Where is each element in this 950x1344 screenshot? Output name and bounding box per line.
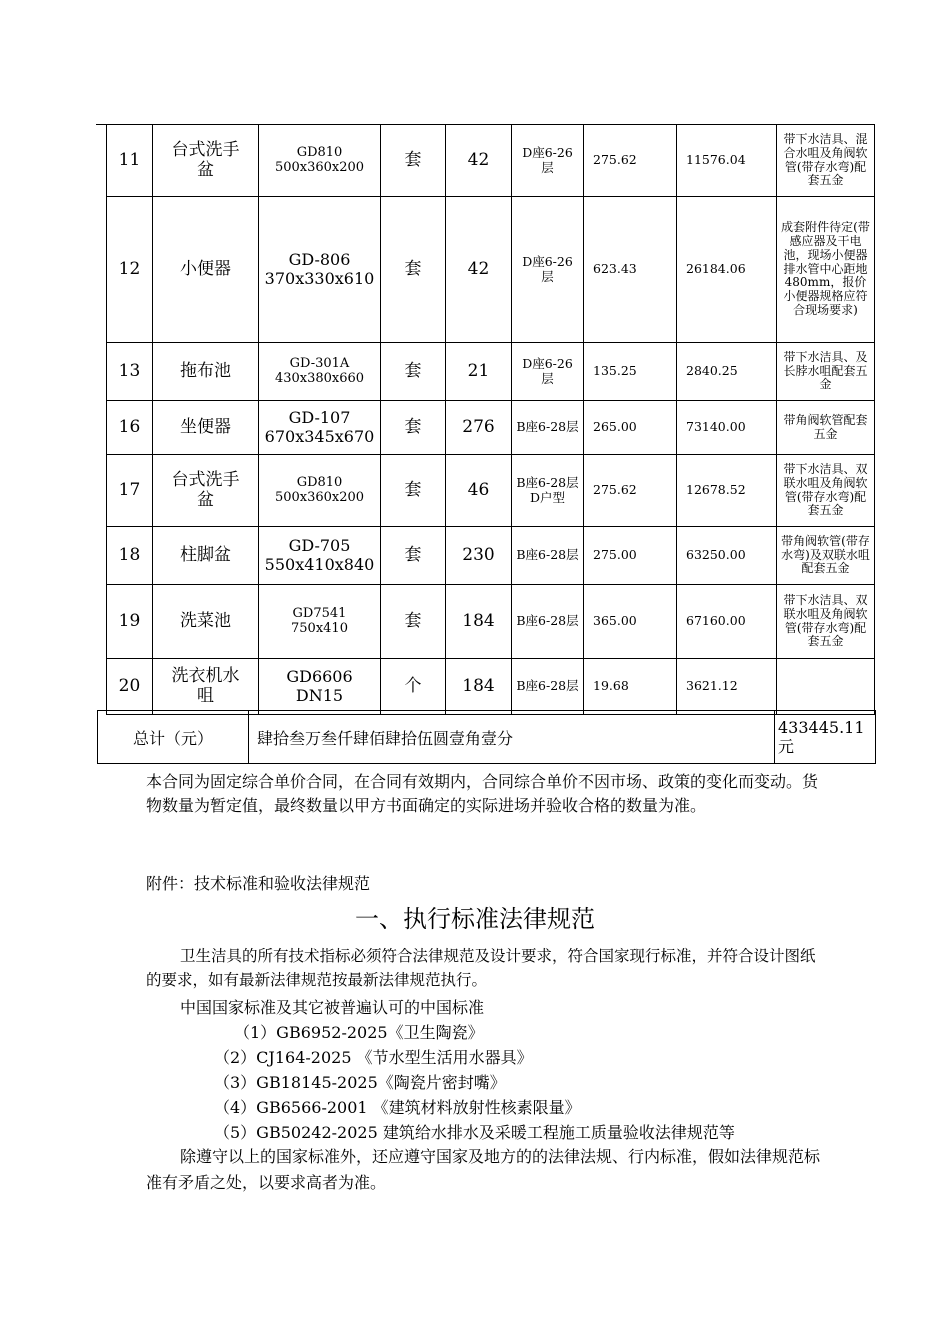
item-total: 12678.52 bbox=[677, 455, 777, 527]
item-quantity: 42 bbox=[446, 197, 512, 343]
item-total: 26184.06 bbox=[677, 197, 777, 343]
item-quantity: 184 bbox=[446, 585, 512, 659]
standard-item: （5）GB50242-2025 建筑给水排水及采暖工程施工质量验收法律规范等 bbox=[214, 1123, 735, 1142]
item-number: 16 bbox=[107, 401, 153, 455]
item-name: 台式洗手盆 bbox=[153, 125, 259, 197]
item-name: 洗衣机水咀 bbox=[153, 659, 259, 715]
table-top-tick bbox=[96, 124, 106, 125]
item-number: 13 bbox=[107, 343, 153, 401]
item-unit-price: 265.00 bbox=[584, 401, 677, 455]
item-number: 18 bbox=[107, 527, 153, 585]
item-total: 63250.00 bbox=[677, 527, 777, 585]
item-unit: 套 bbox=[381, 343, 446, 401]
item-unit-price: 623.43 bbox=[584, 197, 677, 343]
standard-item: （3）GB18145-2025《陶瓷片密封嘴》 bbox=[214, 1073, 506, 1092]
summary-label: 总计（元） bbox=[98, 711, 249, 764]
table-row bbox=[107, 197, 875, 343]
section-title: 一、执行标准法律规范 bbox=[355, 905, 595, 933]
item-spec-line: 370x330x610 bbox=[264, 268, 375, 288]
item-total: 3621.12 bbox=[677, 659, 777, 715]
standards-lead: 中国国家标准及其它被普遍认可的中国标准 bbox=[180, 998, 485, 1017]
item-quantity: 230 bbox=[446, 527, 512, 585]
item-number: 17 bbox=[107, 455, 153, 527]
item-number: 11 bbox=[107, 125, 153, 197]
standard-item: （1）GB6952-2025《卫生陶瓷》 bbox=[234, 1023, 484, 1042]
item-location: B座6-28层 bbox=[512, 527, 584, 585]
item-note bbox=[777, 659, 875, 715]
item-spec bbox=[259, 197, 381, 343]
summary-row bbox=[98, 711, 876, 764]
item-unit: 套 bbox=[381, 401, 446, 455]
item-quantity: 184 bbox=[446, 659, 512, 715]
item-quantity: 276 bbox=[446, 401, 512, 455]
table-row bbox=[107, 527, 875, 585]
standard-item: （2）CJ164-2025 《节水型生活用水器具》 bbox=[214, 1048, 533, 1067]
item-unit: 个 bbox=[381, 659, 446, 715]
item-spec-line: GD7541 bbox=[292, 605, 347, 621]
item-note: 带角阀软管配套五金 bbox=[777, 401, 875, 455]
item-note: 带下水洁具、双联水咀及角阀软管(带存水弯)配套五金 bbox=[777, 455, 875, 527]
item-name: 坐便器 bbox=[153, 401, 259, 455]
item-total: 2840.25 bbox=[677, 343, 777, 401]
item-quantity: 42 bbox=[446, 125, 512, 197]
item-location: D座6-26层 bbox=[512, 197, 584, 343]
item-note: 带下水洁具、混合水咀及角阀软管(带存水弯)配套五金 bbox=[777, 125, 875, 197]
item-note: 成套附件待定(带感应器及干电池，现场小便器排水管中心距地480mm，报价小便器规格应符合现场要求) bbox=[777, 197, 875, 343]
item-name: 小便器 bbox=[153, 197, 259, 343]
items-table bbox=[106, 124, 875, 715]
item-spec-line: 500x360x200 bbox=[274, 159, 365, 175]
item-name: 拖布池 bbox=[153, 343, 259, 401]
item-number: 19 bbox=[107, 585, 153, 659]
item-unit-price: 135.25 bbox=[584, 343, 677, 401]
item-number: 20 bbox=[107, 659, 153, 715]
item-note: 带下水洁具、及长脖水咀配套五金 bbox=[777, 343, 875, 401]
item-spec-line: GD-107 bbox=[288, 408, 351, 428]
item-spec-line: GD-705 bbox=[288, 536, 351, 556]
item-spec bbox=[259, 455, 381, 527]
item-quantity: 21 bbox=[446, 343, 512, 401]
item-total: 73140.00 bbox=[677, 401, 777, 455]
item-quantity: 46 bbox=[446, 455, 512, 527]
item-spec bbox=[259, 401, 381, 455]
item-location: D座6-26层 bbox=[512, 125, 584, 197]
item-spec bbox=[259, 527, 381, 585]
item-location: D座6-26层 bbox=[512, 343, 584, 401]
item-note: 带角阀软管(带存水弯)及双联水咀配套五金 bbox=[777, 527, 875, 585]
item-unit: 套 bbox=[381, 455, 446, 527]
table-row bbox=[107, 343, 875, 401]
item-spec bbox=[259, 659, 381, 715]
item-spec-line: GD-806 bbox=[288, 250, 351, 270]
item-unit: 套 bbox=[381, 125, 446, 197]
item-unit-price: 365.00 bbox=[584, 585, 677, 659]
summary-amount-words: 肆拾叁万叁仟肆佰肆拾伍圆壹角壹分 bbox=[249, 711, 775, 764]
item-name: 洗菜池 bbox=[153, 585, 259, 659]
item-location: B座6-28层D户型 bbox=[512, 455, 584, 527]
item-unit-price: 275.00 bbox=[584, 527, 677, 585]
item-name: 柱脚盆 bbox=[153, 527, 259, 585]
item-spec bbox=[259, 343, 381, 401]
table-row bbox=[107, 401, 875, 455]
item-spec-line: 670x345x670 bbox=[264, 426, 375, 446]
closing-paragraph: 除遵守以上的国家标准外，还应遵守国家及地方的的法律法规、行内标准，假如法律规范标准有矛盾之处，以要求高者为准。 bbox=[146, 1147, 821, 1192]
item-name: 台式洗手盆 bbox=[153, 455, 259, 527]
item-unit: 套 bbox=[381, 197, 446, 343]
item-spec-line: 750x410 bbox=[291, 620, 348, 636]
summary-amount: 433445.11元 bbox=[775, 711, 876, 764]
item-spec-line: GD810 bbox=[296, 474, 343, 490]
item-location: B座6-28层 bbox=[512, 659, 584, 715]
table-row bbox=[107, 659, 875, 715]
item-note: 带下水洁具、双联水咀及角阀软管(带存水弯)配套五金 bbox=[777, 585, 875, 659]
item-spec bbox=[259, 585, 381, 659]
item-spec-line: 550x410x840 bbox=[264, 554, 375, 574]
summary-table bbox=[97, 710, 876, 764]
item-location: B座6-28层 bbox=[512, 401, 584, 455]
annex-title: 附件：技术标准和验收法律规范 bbox=[146, 874, 371, 893]
item-spec-line: GD-301A bbox=[289, 355, 350, 371]
item-spec-line: DN15 bbox=[295, 685, 344, 705]
item-spec-line: GD6606 bbox=[286, 667, 353, 687]
item-spec bbox=[259, 125, 381, 197]
contract-note: 本合同为固定综合单价合同，在合同有效期内，合同综合单价不因市场、政策的变化而变动。货物数量为暂定值，最终数量以甲方书面确定的实际进场并验收合格的数量为准。 bbox=[146, 772, 819, 815]
item-spec-line: 500x360x200 bbox=[274, 489, 365, 505]
item-unit: 套 bbox=[381, 527, 446, 585]
table-row bbox=[107, 455, 875, 527]
table-row bbox=[107, 125, 875, 197]
item-spec-line: 430x380x660 bbox=[274, 370, 365, 386]
item-unit: 套 bbox=[381, 585, 446, 659]
item-unit-price: 19.68 bbox=[584, 659, 677, 715]
table-row bbox=[107, 585, 875, 659]
item-total: 11576.04 bbox=[677, 125, 777, 197]
item-total: 67160.00 bbox=[677, 585, 777, 659]
intro-paragraph: 卫生洁具的所有技术指标必须符合法律规范及设计要求，符合国家现行标准，并符合设计图纸的要求，如有最新法律规范按最新法律规范执行。 bbox=[146, 947, 816, 989]
item-number: 12 bbox=[107, 197, 153, 343]
standard-item: （4）GB6566-2001 《建筑材料放射性核素限量》 bbox=[214, 1098, 581, 1117]
item-unit-price: 275.62 bbox=[584, 455, 677, 527]
item-spec-line: GD810 bbox=[296, 144, 343, 160]
item-location: B座6-28层 bbox=[512, 585, 584, 659]
item-unit-price: 275.62 bbox=[584, 125, 677, 197]
